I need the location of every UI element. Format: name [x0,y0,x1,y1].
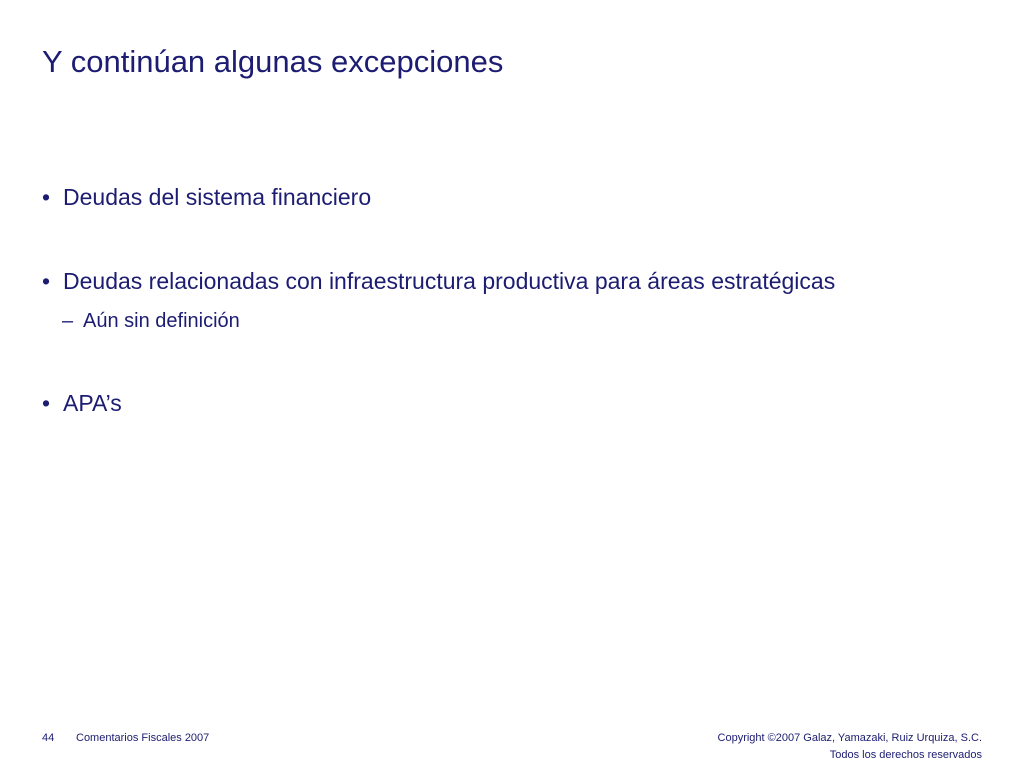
presentation-name: Comentarios Fiscales 2007 [76,732,210,744]
bullet-marker: • [42,390,51,416]
bullet-item [42,184,371,211]
footer-left [42,732,209,744]
bullet-marker: • [42,268,51,294]
page-number: 44 [42,732,55,744]
bullet-item [42,268,835,295]
sub-bullet-item [62,310,240,333]
bullet-marker: • [42,184,51,210]
bullet-text: APA’s [63,390,122,416]
rights-text: Todos los derechos reservados [829,749,982,761]
bullet-item [42,390,122,417]
copyright-text: Copyright ©2007 Galaz, Yamazaki, Ruiz Urquiza, S.C. [717,732,982,744]
bullet-text: Deudas relacionadas con infraestructura productiva para áreas estratégicas [63,268,836,294]
sub-bullet-text: Aún sin definición [83,310,240,332]
sub-bullet-marker: – [62,310,74,332]
footer-right [718,730,982,764]
slide-title: Y continúan algunas excepciones [42,44,504,79]
bullet-text: Deudas del sistema financiero [63,184,372,210]
